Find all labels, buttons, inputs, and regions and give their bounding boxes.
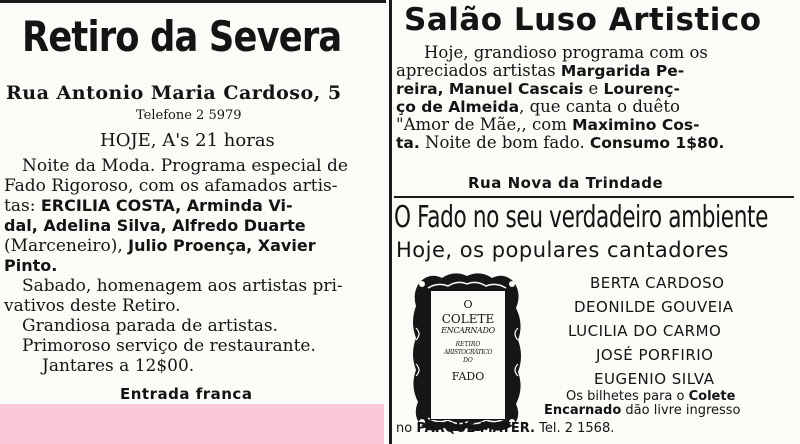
retiro-ad xyxy=(0,0,388,444)
retiro-p1-line6 xyxy=(4,256,57,277)
logo-text-encarnado: ENCARNADO xyxy=(441,326,495,335)
salao-line6 xyxy=(396,134,724,152)
salao-line6-mid: Noite de bom fado. xyxy=(419,133,590,152)
tickets-line1-pre: Os bilhetes para o xyxy=(566,389,689,404)
retiro-p1-line1: Noite da Moda. Programa especial de xyxy=(22,156,348,176)
singer-4: JOSÉ PORFIRIO xyxy=(596,346,714,364)
singer-2: DEONILDE GOUVEIA xyxy=(574,298,734,316)
retiro-p1-line5 xyxy=(4,236,316,257)
retiro-p1-line3 xyxy=(4,196,293,217)
salao-line1: Hoje, grandioso programa com os xyxy=(424,43,708,62)
salao-line3 xyxy=(396,80,680,98)
retiro-artists-d: Pinto. xyxy=(4,256,58,275)
right-column xyxy=(394,0,800,444)
colete-encarnado-logo xyxy=(408,268,526,436)
tickets-phone: Tel. 2 1568. xyxy=(535,421,615,436)
pink-highlight-block xyxy=(0,404,384,444)
retiro-p1-line4 xyxy=(4,216,306,237)
retiro-street: Rua Antonio Maria Cardoso, 5 xyxy=(6,82,342,104)
salao-title: Salão Luso Artistico xyxy=(404,2,762,38)
singer-1: BERTA CARDOSO xyxy=(590,274,725,292)
retiro-artists-a: ERCILIA COSTA, Arminda Vi- xyxy=(40,196,293,215)
tickets-line1 xyxy=(566,390,735,404)
retiro-entrada: Entrada franca xyxy=(120,385,253,403)
logo-text-colete: COLETE xyxy=(441,312,495,326)
salao-artist-b: reira, Manuel Cascais xyxy=(396,80,584,98)
tickets-line2 xyxy=(544,404,741,418)
column-divider xyxy=(389,0,392,444)
salao-artist-a: Margarida Pe- xyxy=(560,62,685,80)
retiro-p1-line5-pre: (Marceneiro), xyxy=(4,236,129,256)
tickets-colete: Colete xyxy=(688,389,736,404)
tickets-encarnado: Encarnado xyxy=(544,403,622,418)
top-rule xyxy=(0,0,386,3)
salao-consumo: Consumo 1$80. xyxy=(589,134,725,152)
retiro-p3: Grandiosa parada de artistas. xyxy=(22,316,279,336)
retiro-p2-line2: vativos deste Retiro. xyxy=(4,296,181,316)
singer-3: LUCILIA DO CARMO xyxy=(568,322,722,340)
logo-text-retiro: RETIRO xyxy=(455,341,481,348)
logo-text-o: O xyxy=(463,298,473,311)
retiro-artists-c: Julio Proença, Xavier xyxy=(128,236,316,255)
salao-line2-pre: apreciados artistas xyxy=(396,61,561,80)
retiro-artists-b: dal, Adelina Silva, Alfredo Duarte xyxy=(4,216,306,235)
salao-line5-pre: "Amor de Mãe,, com xyxy=(396,115,573,134)
logo-text-aristocratico: ARISTOCRÁTICO xyxy=(443,349,493,356)
retiro-today: HOJE, A's 21 horas xyxy=(100,130,275,151)
tickets-parque-mayer: PARQUE MAYER. xyxy=(416,421,535,436)
singer-5: EUGENIO SILVA xyxy=(594,370,715,388)
middle-rule xyxy=(394,196,794,198)
retiro-p2-line1: Sabado, homenagem aos artistas pri- xyxy=(22,276,343,296)
logo-inner-panel xyxy=(430,290,506,420)
salao-line4 xyxy=(396,98,680,116)
salao-line4-post: , que canta o duêto xyxy=(519,97,680,116)
salao-street: Rua Nova da Trindade xyxy=(468,174,664,192)
retiro-dinner: Jantares a 12$00. xyxy=(42,356,195,376)
logo-text-fado: FADO xyxy=(451,370,485,383)
salao-artist-d: ço de Almeida xyxy=(396,98,520,116)
salao-artist-f: ta. xyxy=(396,134,420,152)
salao-line3-mid: e xyxy=(583,79,604,98)
tickets-line2-post: dão livre ingresso xyxy=(621,403,741,418)
retiro-p1-line3-pre: tas: xyxy=(4,196,41,216)
salao-artist-e: Maximino Cos- xyxy=(572,116,700,134)
retiro-p4: Primoroso serviço de restaurante. xyxy=(22,336,316,356)
logo-text-do: DO xyxy=(463,357,473,364)
retiro-title: Retiro da Severa xyxy=(22,12,342,61)
salao-artist-c: Lourenç- xyxy=(603,80,680,98)
salao-line2 xyxy=(396,62,684,80)
retiro-p1-line2: Fado Rigoroso, com os afamados artis- xyxy=(4,176,338,196)
fado-subtitle: Hoje, os populares cantadores xyxy=(396,238,729,262)
tickets-line3-pre: no xyxy=(396,421,417,436)
salao-line5 xyxy=(396,116,700,134)
fado-title: O Fado no seu verdadeiro ambiente xyxy=(394,200,769,235)
retiro-phone: Telefone 2 5979 xyxy=(136,108,242,123)
tickets-line3 xyxy=(396,422,614,436)
